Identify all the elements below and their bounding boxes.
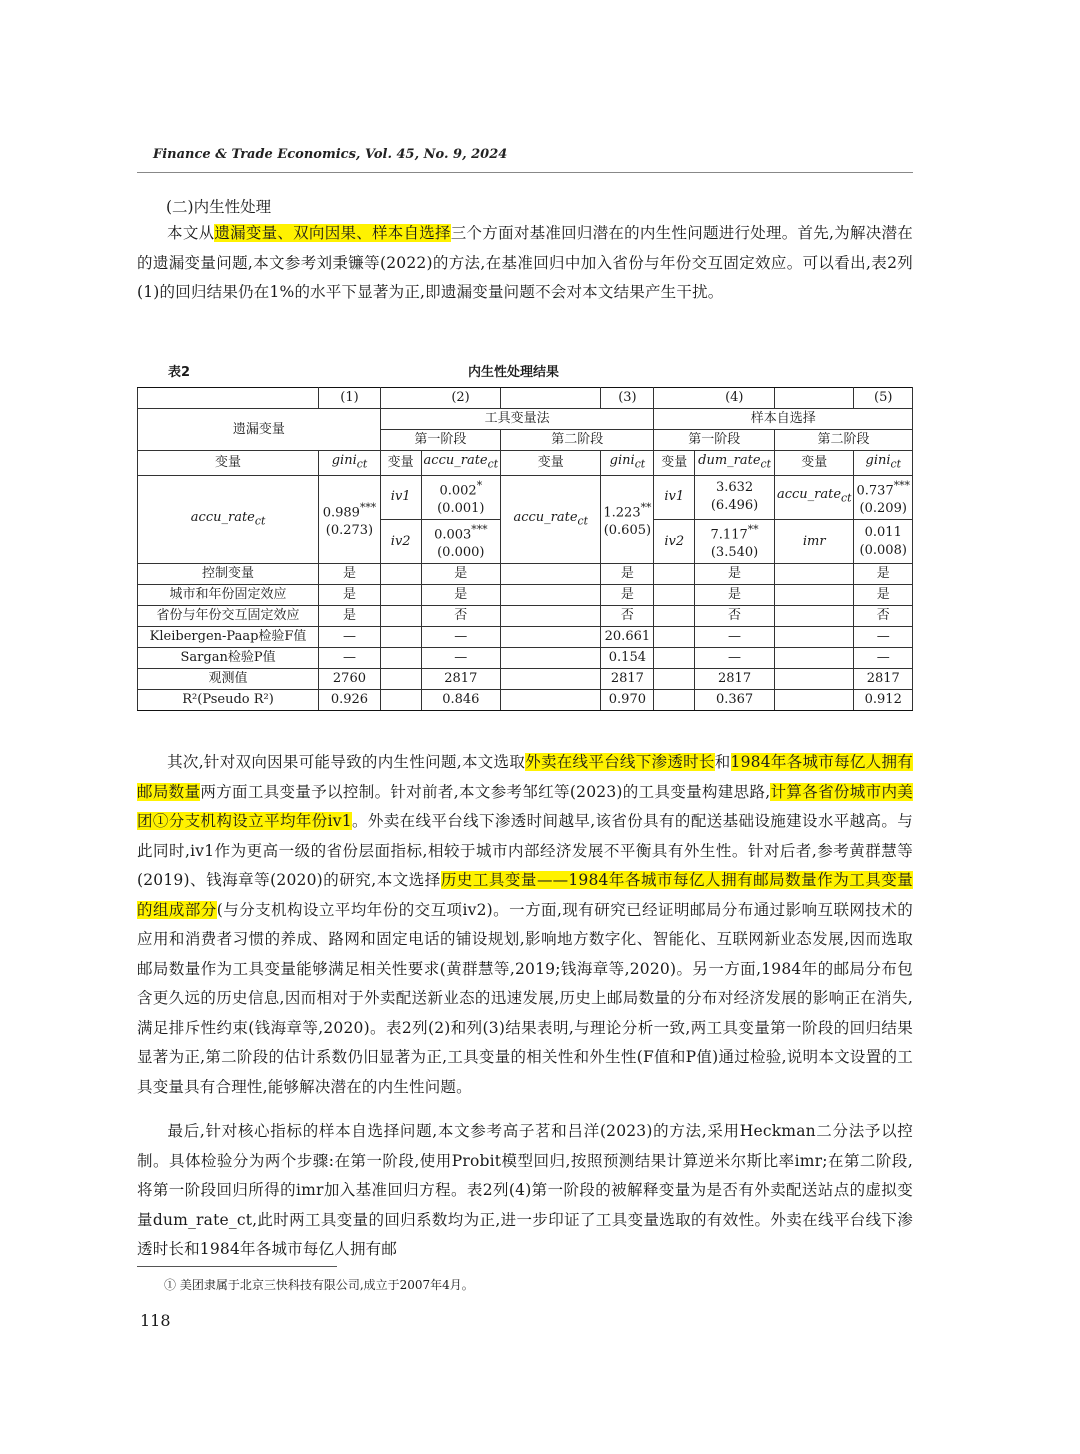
var-name: accu_rate: [776, 487, 842, 503]
var-subscript: ct: [356, 457, 368, 471]
table-cell: [380, 669, 421, 690]
table-cell: 是: [421, 585, 501, 606]
table-cell: [319, 475, 381, 564]
std-err: (3.540): [710, 545, 759, 561]
p2-text: 。外卖在线平台线下渗透时间越早,该省份具有的配送基础设施建设水平越高。与此同时,iv1作为更高一级的省份层面指标,相较于城市内部经济发展不平衡具有外生性。针对后者,参考黄群慧等(2019)、钱海章等(2020)的研究,本文选择: [137, 812, 913, 889]
table-cell: 2817: [695, 669, 775, 690]
table-cell: [695, 451, 775, 476]
stars: *: [476, 478, 483, 492]
table-cell: (4): [695, 388, 775, 409]
table-cell: 第一阶段: [654, 430, 775, 451]
journal-header: Finance & Trade Economics, Vol. 45, No. 9, 2024: [153, 147, 508, 162]
table-cell: (1): [319, 388, 381, 409]
p2-text: 和: [714, 753, 731, 771]
p3-text: 最后,针对核心指标的样本自选择问题,本文参考高子茗和吕洋(2023)的方法,采用Heckman二分法予以控制。具体检验分为两个步骤:在第一阶段,使用Probit模型回归,按照预测结果计算逆米尔斯比率imr;在第二阶段,将第一阶段回归所得的imr加入基准回归方程。表2列(4)第一阶段的被解释变量为是否有外卖配送站点的虚拟变量dum_rate_ct,此时两工具变量的回归系数均为正,进一步印证了工具变量选取的有效性。外卖在线平台线下渗透时长和1984年各城市每亿人拥有邮: [137, 1122, 913, 1258]
table-cell: 是: [854, 564, 913, 585]
table-cell: imr: [774, 519, 854, 563]
table-cell: 变量: [774, 451, 854, 476]
table-row: [138, 648, 913, 669]
table-cell: 否: [421, 606, 501, 627]
std-err: (6.496): [710, 498, 759, 514]
table-cell: 是: [319, 606, 381, 627]
coef: 0.989: [322, 505, 360, 521]
table-cell: 2817: [421, 669, 501, 690]
var-name: accu_rate: [423, 453, 488, 468]
table-cell: 变量: [380, 451, 421, 476]
table-cell: [654, 606, 695, 627]
coef: 0.737: [856, 482, 894, 498]
table-cell: —: [854, 648, 913, 669]
table-cell: R²(Pseudo R²): [138, 690, 319, 711]
table-cell: [380, 690, 421, 711]
table-cell: 变量: [501, 451, 601, 476]
table-cell: iv2: [654, 519, 695, 563]
table-row: [138, 627, 913, 648]
paragraph-2: [137, 748, 913, 1102]
p1-text-a: 本文从: [167, 224, 215, 242]
var-subscript: ct: [760, 457, 771, 471]
var-name: accu_rate: [513, 509, 578, 525]
var-name: dum_rate: [698, 453, 761, 468]
table-cell: —: [421, 648, 501, 669]
table-cell: 是: [421, 564, 501, 585]
table-cell: [421, 475, 501, 519]
table-cell: [854, 475, 913, 519]
table-cell: 是: [695, 585, 775, 606]
table-cell: [601, 451, 654, 476]
table-cell: iv1: [654, 475, 695, 519]
table-cell: [695, 519, 775, 563]
table-cell: [501, 475, 601, 564]
table-cell: 0.970: [601, 690, 654, 711]
table-cell: [654, 627, 695, 648]
table-cell: 否: [854, 606, 913, 627]
table-cell: 样本自选择: [654, 409, 913, 430]
table-cell: [138, 475, 319, 564]
table-cell: [501, 648, 601, 669]
table-cell: —: [854, 627, 913, 648]
results-table: [137, 387, 913, 711]
table-cell: [774, 585, 854, 606]
p2-highlight: 1984年各城市每亿人拥有邮局数量: [137, 753, 913, 801]
p2-highlight: 计算各省份城市内美团①分支机构设立平均年份iv1: [137, 782, 913, 830]
table-cell: [654, 564, 695, 585]
table-cell: 0.926: [319, 690, 381, 711]
table-cell: 2760: [319, 669, 381, 690]
table-cell: [380, 585, 421, 606]
var-subscript: ct: [577, 514, 588, 528]
table-cell: 是: [319, 564, 381, 585]
table-cell: 观测值: [138, 669, 319, 690]
table-cell: 省份与年份交互固定效应: [138, 606, 319, 627]
table-row: [138, 585, 913, 606]
table-cell: [774, 648, 854, 669]
table-cell: [501, 564, 601, 585]
table-cell: (2): [421, 388, 501, 409]
p1-text-b: 三个方面对基准回归潜在的内生性问题进行处理。首先,为解决潜在的遗漏变量问题,本文参考刘秉镰等(2022)的方法,在基准回归中加入省份与年份交互固定效应。可以看出,表2列(1)的回归结果仍在1%的水平下显著为正,即遗漏变量问题不会对本文结果产生干扰。: [137, 224, 913, 301]
table-cell: 是: [695, 564, 775, 585]
var-name: gini: [865, 453, 891, 468]
table-cell: [501, 606, 601, 627]
stars: ***: [893, 478, 910, 492]
table-cell: 0.846: [421, 690, 501, 711]
table-cell: (3): [601, 388, 654, 409]
table-cell: 20.661: [601, 627, 654, 648]
table-cell: 第二阶段: [501, 430, 654, 451]
var-subscript: ct: [841, 492, 852, 506]
table-cell: Kleibergen-Paap检验F值: [138, 627, 319, 648]
table-cell: 控制变量: [138, 564, 319, 585]
table-cell: 第二阶段: [774, 430, 912, 451]
table-cell: 是: [601, 564, 654, 585]
table-cell: [421, 451, 501, 476]
table-cell: (5): [854, 388, 913, 409]
table-cell: 工具变量法: [380, 409, 654, 430]
table-cell: [501, 627, 601, 648]
coef: 3.632: [715, 480, 754, 496]
p1-highlight: 遗漏变量、双向因果、样本自选择: [214, 224, 451, 242]
page-number: 118: [140, 1311, 171, 1330]
p2-highlight: 外卖在线平台线下渗透时长: [525, 753, 715, 771]
table-cell: [380, 606, 421, 627]
std-err: (0.001): [437, 500, 485, 516]
std-err: (0.008): [859, 542, 907, 558]
var-name: gini: [331, 453, 357, 468]
table-cell: [774, 606, 854, 627]
table-cell: 是: [601, 585, 654, 606]
table-cell: —: [695, 627, 775, 648]
table-row: [138, 564, 913, 585]
table-cell: [854, 519, 913, 563]
table-cell: [774, 475, 854, 519]
section-title: (二)内生性处理: [166, 198, 272, 216]
table-cell: [501, 388, 601, 409]
table-cell: —: [421, 627, 501, 648]
table-cell: iv2: [380, 519, 421, 563]
table-cell: [501, 669, 601, 690]
table-cell: [654, 388, 695, 409]
table-cell: [774, 388, 854, 409]
header-rule: [137, 172, 913, 173]
table-cell: [601, 475, 654, 564]
var-subscript: ct: [634, 457, 646, 471]
coef: 7.117: [710, 527, 748, 543]
table-cell: 0.912: [854, 690, 913, 711]
coef: 0.011: [864, 524, 902, 540]
table-cell: 是: [854, 585, 913, 606]
table-cell: 遗漏变量: [138, 409, 381, 451]
table-cell: [138, 388, 319, 409]
table-cell: [380, 388, 421, 409]
coef: 0.003: [434, 527, 472, 543]
std-err: (0.273): [325, 523, 374, 539]
table-cell: [854, 451, 913, 476]
table-cell: [501, 690, 601, 711]
table-cell: 是: [319, 585, 381, 606]
table-cell: [774, 669, 854, 690]
table-cell: 2817: [601, 669, 654, 690]
table-cell: [654, 585, 695, 606]
p2-text: 两方面工具变量予以控制。针对前者,本文参考邹红等(2023)的工具变量构建思路,: [200, 782, 771, 801]
stars: ***: [471, 522, 488, 536]
table-row: [138, 606, 913, 627]
table-row: [138, 451, 913, 476]
table-row: [138, 475, 913, 519]
footnote-rule: [137, 1266, 337, 1267]
var-name: gini: [609, 453, 635, 468]
coef: 0.002: [439, 482, 477, 498]
stars: **: [747, 522, 759, 536]
table-cell: 0.367: [695, 690, 775, 711]
coef: 1.223: [603, 505, 641, 521]
table-cell: [380, 564, 421, 585]
p2-text: 其次,针对双向因果可能导致的内生性问题,本文选取: [167, 753, 526, 771]
std-err: (0.209): [859, 500, 907, 516]
table-cell: —: [695, 648, 775, 669]
table-label: 表2: [168, 365, 191, 380]
table-cell: 0.154: [601, 648, 654, 669]
table-cell: [421, 519, 501, 563]
table-row: [138, 388, 913, 409]
table-cell: 变量: [654, 451, 695, 476]
table-row: [138, 690, 913, 711]
p2-text: (与分支机构设立平均年份的交互项iv2)。一方面,现有研究已经证明邮局分布通过影响互联网技术的应用和消费者习惯的养成、路网和固定电话的铺设规划,影响地方数字化、智能化、互联网新业态发展,因而选取邮局数量作为工具变量能够满足相关性要求(黄群慧等,2019;钱海章等,2020)。另一方面,1984年的邮局分布包含更久远的历史信息,因而相对于外卖配送新业态的迅速发展,历史上邮局数量的分布对经济发展的影响正在消失,满足排斥性约束(钱海章等,2020)。表2列(2)和列(3)结果表明,与理论分析一致,两工具变量第一阶段的回归结果显著为正,第二阶段的估计系数仍旧显著为正,工具变量的相关性和外生性(F值和P值)通过检验,说明本文设置的工具变量具有合理性,能够解决潜在的内生性问题。: [137, 900, 913, 1096]
table-cell: [654, 669, 695, 690]
paragraph-3: [137, 1117, 913, 1265]
table-cell: 城市和年份固定效应: [138, 585, 319, 606]
stars: ***: [359, 500, 377, 514]
var-subscript: ct: [890, 457, 901, 471]
table-cell: [501, 585, 601, 606]
table-cell: [774, 690, 854, 711]
table-cell: [774, 627, 854, 648]
table-cell: Sargan检验P值: [138, 648, 319, 669]
table-row: [138, 409, 913, 430]
table-cell: [380, 627, 421, 648]
table-cell: 变量: [138, 451, 319, 476]
table-cell: [774, 564, 854, 585]
table-cell: iv1: [380, 475, 421, 519]
std-err: (0.605): [603, 523, 652, 539]
table-cell: [380, 648, 421, 669]
table-cell: [654, 648, 695, 669]
paragraph-1: [137, 219, 913, 308]
table-cell: [654, 690, 695, 711]
var-subscript: ct: [487, 457, 499, 471]
table-cell: —: [319, 648, 381, 669]
table-cell: [695, 475, 775, 519]
p2-highlight: 历史工具变量——1984年各城市每亿人拥有邮局数量作为工具变量的组成部分: [137, 871, 913, 919]
table-cell: 否: [601, 606, 654, 627]
table-cell: [319, 451, 381, 476]
std-err: (0.000): [437, 545, 485, 561]
table-cell: 第一阶段: [380, 430, 500, 451]
stars: **: [640, 500, 652, 514]
table-cell: —: [319, 627, 381, 648]
table-title: 内生性处理结果: [468, 365, 560, 380]
table-row: [138, 669, 913, 690]
table-cell: 否: [695, 606, 775, 627]
footnote: ① 美团隶属于北京三快科技有限公司,成立于2007年4月。: [164, 1278, 474, 1292]
var-subscript: ct: [254, 514, 266, 528]
table-cell: 2817: [854, 669, 913, 690]
var-name: accu_rate: [190, 509, 255, 525]
